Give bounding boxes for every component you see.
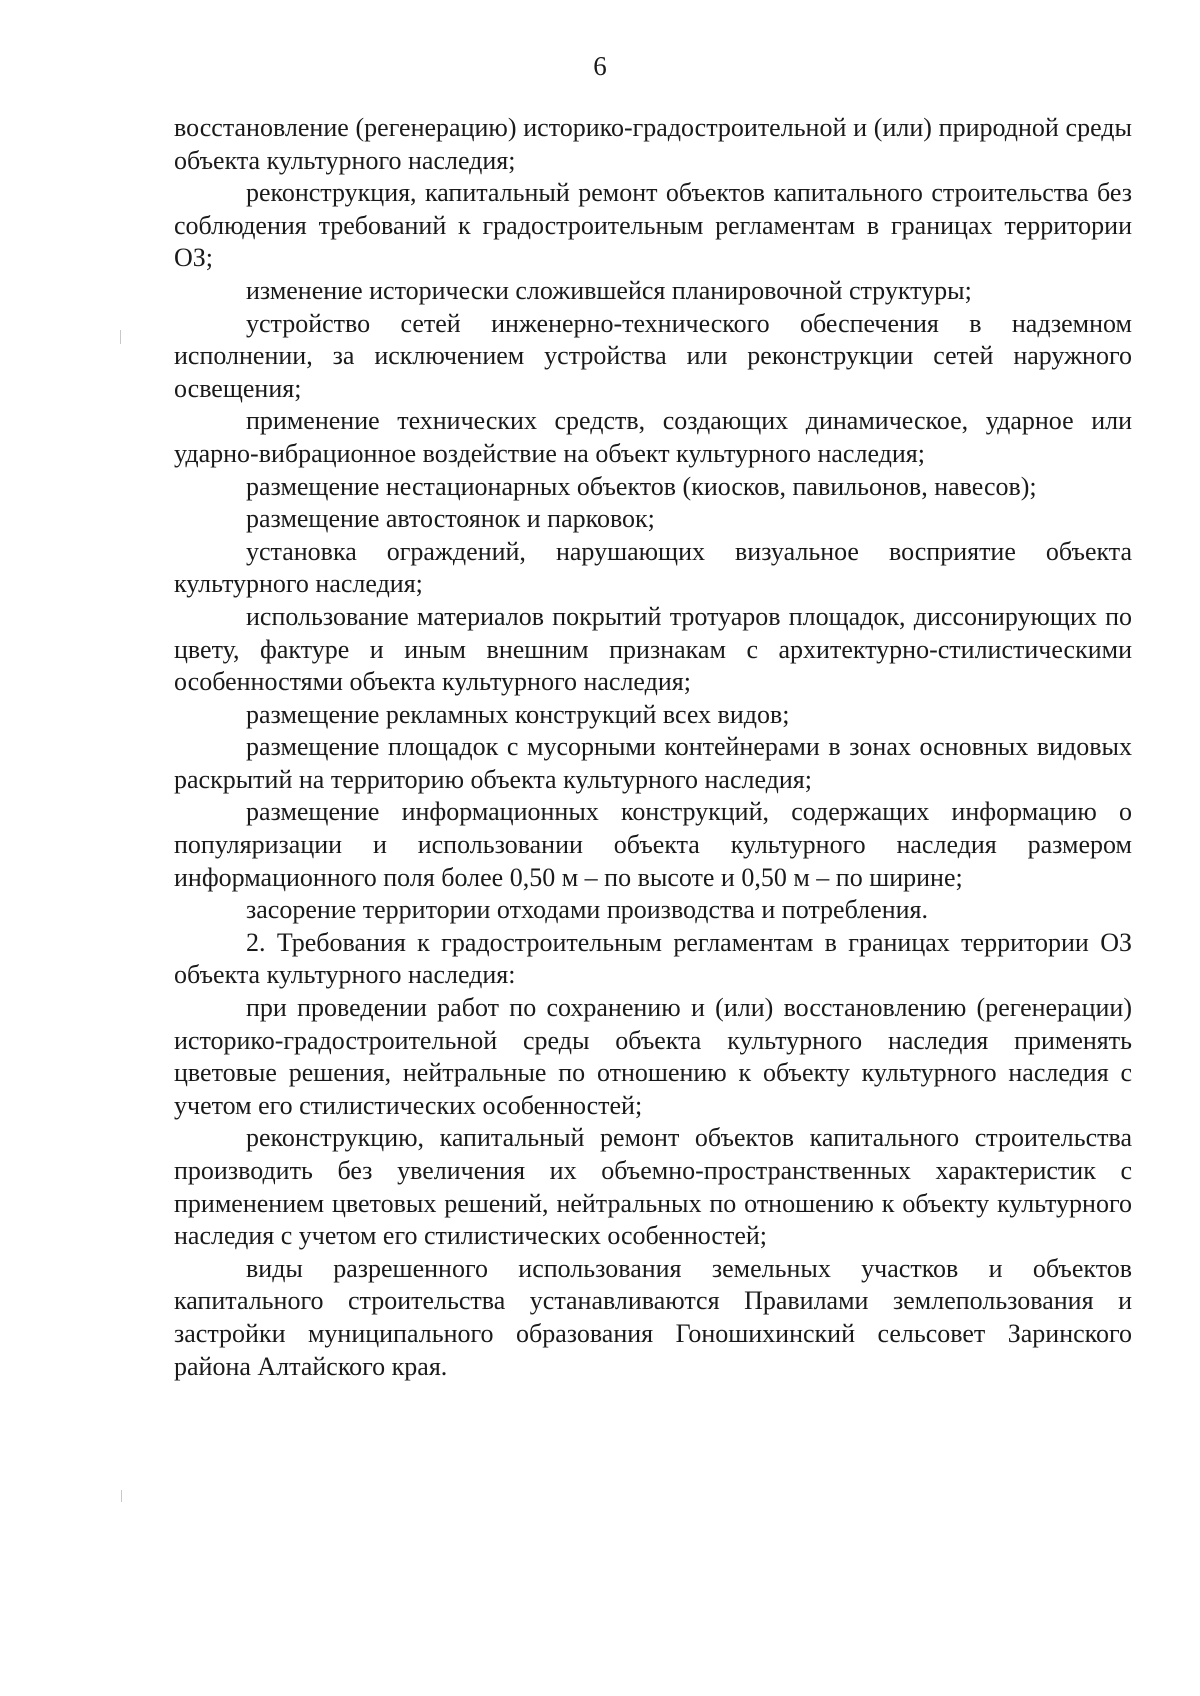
- paragraph-nonstationary-objects: размещение нестационарных объектов (киосков, павильонов, навесов);: [246, 471, 1037, 501]
- paragraph-reconstruction-requirements: реконструкцию, капитальный ремонт объектов капитального строительства производить без увеличения их объемно-пространственных характеристик с применением цветовых решений, нейтральных по отношению к объекту культурного наследия с учетом его стилистических особенностей;: [174, 1123, 1132, 1251]
- paragraph-information-structures: размещение информационных конструкций, содержащих информацию о популяризации и использовании объекта культурного наследия размером информационного поля более 0,50 м – по высоте и 0,50 м – по ширине;: [174, 797, 1132, 892]
- paragraph-reconstruction: реконструкция, капитальный ремонт объектов капитального строительства без соблюдения требований к градостроительным регламентам в границах территории ОЗ;: [174, 178, 1132, 273]
- paragraph-permitted-use: виды разрешенного использования земельных участков и объектов капитального строительства устанавливаются Правилами землепользования и застройки муниципального образования Гоношихинский сельсовет Заринского района Алтайского края.: [174, 1253, 1132, 1381]
- paragraph-waste-containers: размещение площадок с мусорными контейнерами в зонах основных видовых раскрытий на территорию объекта культурного наследия;: [174, 732, 1132, 794]
- paragraph-technical-means: применение технических средств, создающих динамическое, ударное или ударно-вибрационное воздействие на объект культурного наследия;: [174, 406, 1132, 468]
- paragraph-section-2-heading: 2. Требования к градостроительным регламентам в границах территории ОЗ объекта культурного наследия:: [174, 927, 1132, 990]
- paragraph-littering: засорение территории отходами производства и потребления.: [246, 895, 928, 925]
- paragraph-planning-structure: изменение исторически сложившейся планировочной структуры;: [246, 275, 972, 305]
- scan-margin-mark-top: [120, 330, 121, 344]
- page-number: 6: [593, 51, 607, 81]
- paragraph-pavement-materials: использование материалов покрытий тротуаров площадок, диссонирующих по цвету, фактуре и иным внешним признакам с архитектурно-стилистическими особенностями объекта культурного наследия;: [174, 601, 1132, 697]
- document-body: [174, 112, 1132, 1383]
- paragraph-fences: установка ограждений, нарушающих визуальное восприятие объекта культурного наследия;: [174, 536, 1132, 599]
- paragraph-advertising: размещение рекламных конструкций всех видов;: [246, 699, 790, 729]
- paragraph-restoration: восстановление (регенерацию) историко-градостроительной и (или) природной среды объекта культурного наследия;: [174, 113, 1132, 175]
- paragraph-engineering-networks: устройство сетей инженерно-технического обеспечения в надземном исполнении, за исключением устройства или реконструкции сетей наружного освещения;: [174, 308, 1132, 403]
- scan-margin-mark-bottom: [121, 1490, 122, 1502]
- paragraph-parking: размещение автостоянок и парковок;: [246, 504, 655, 534]
- paragraph-color-solutions: при проведении работ по сохранению и (или) восстановлению (регенерации) историко-градостроительной среды объекта культурного наследия применять цветовые решения, нейтральные по отношению к объекту культурного наследия с учетом его стилистических особенностей;: [174, 993, 1132, 1120]
